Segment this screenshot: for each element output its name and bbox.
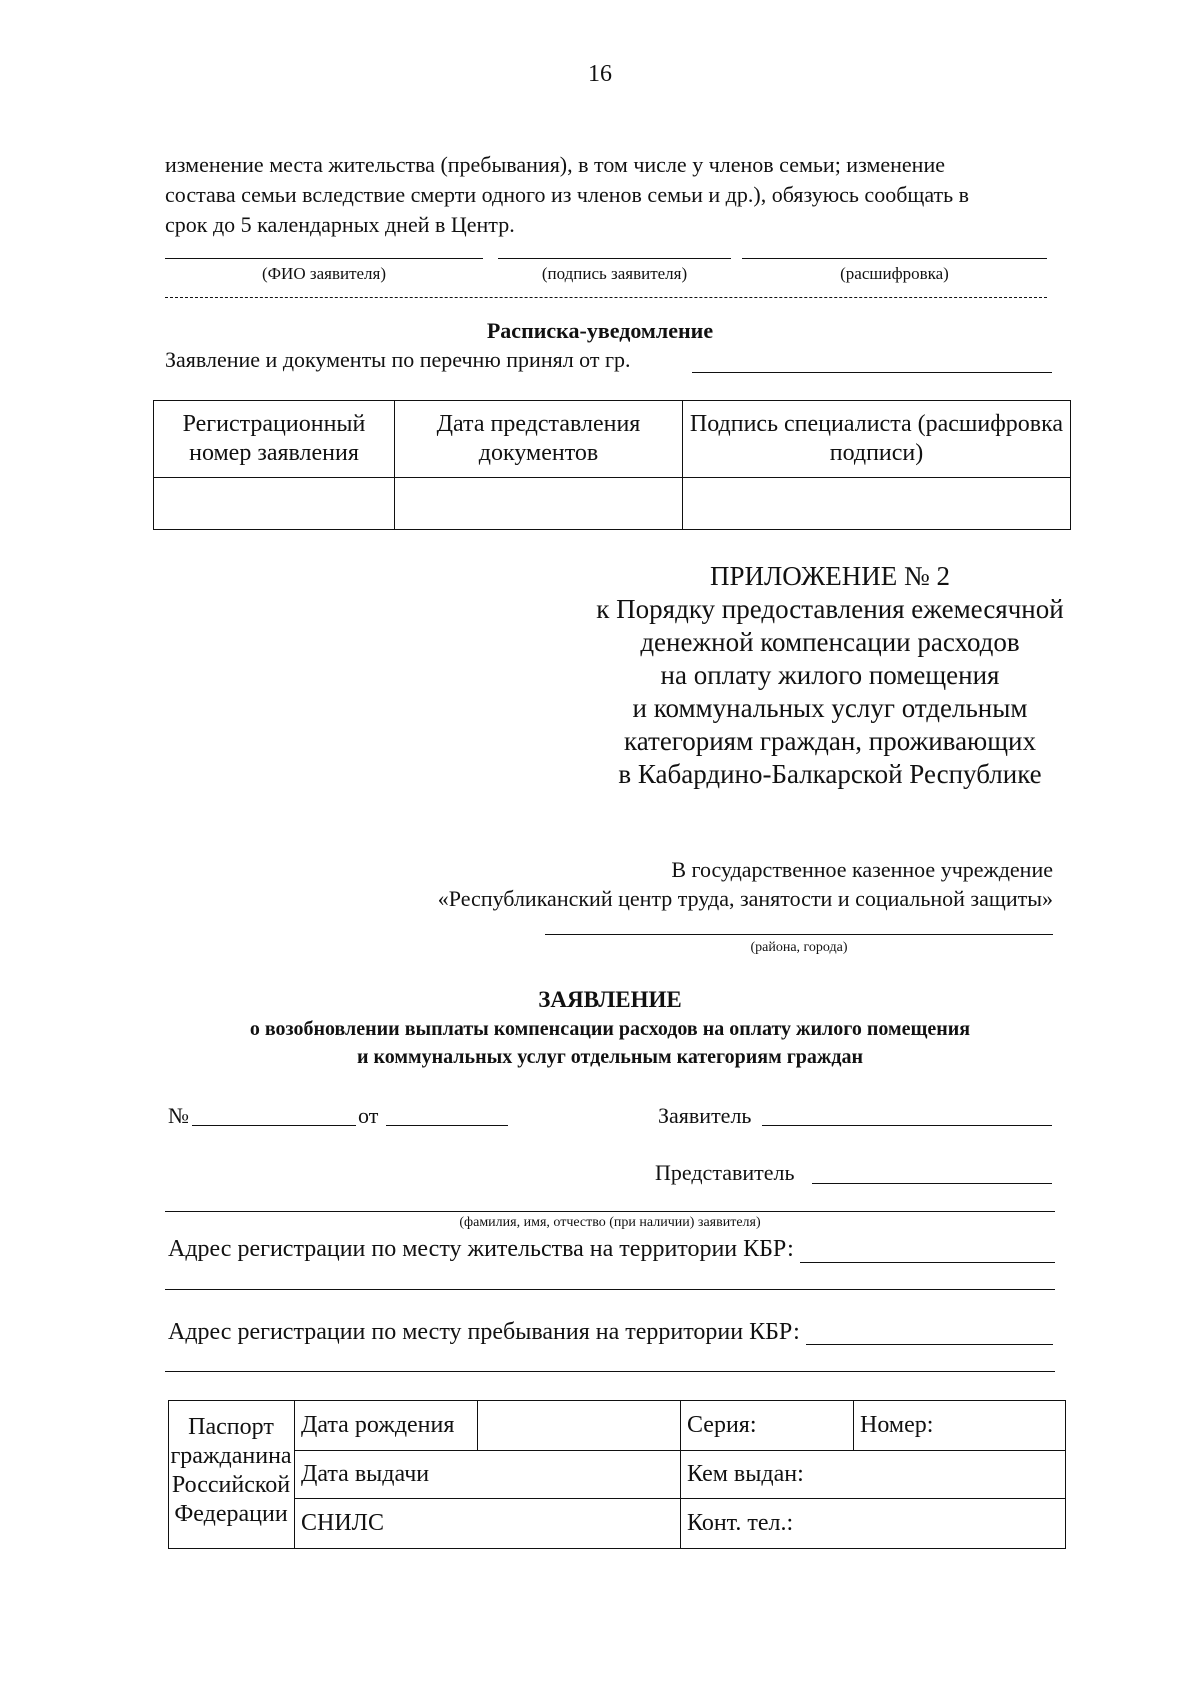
application-title: ЗАЯВЛЕНИЕ xyxy=(538,987,682,1012)
decoding-line[interactable] xyxy=(742,258,1047,259)
number-line[interactable] xyxy=(192,1125,356,1126)
applicant-label: Заявитель xyxy=(658,1103,752,1128)
issued-by-label[interactable]: Кем выдан: xyxy=(681,1451,1066,1499)
fio-full-line[interactable] xyxy=(165,1211,1055,1212)
number-label: № xyxy=(168,1103,189,1128)
intro-paragraph: изменение места жительства (пребывания), в том числе у членов семьи; изменение состава семьи вследствие смерти одного из членов семьи и др.), обязуюсь сообщать в срок до 5 календарных дней в Центр. xyxy=(165,152,970,237)
accepted-from-label: Заявление и документы по перечню принял от гр. xyxy=(165,347,631,372)
specialist-signature-header: Подпись специалиста (расшифровка подписи) xyxy=(683,401,1071,478)
birth-date-cell[interactable] xyxy=(478,1401,681,1451)
representative-label: Представитель xyxy=(655,1160,795,1185)
application-subtitle-1: о возобновлении выплаты компенсации расходов на оплату жилого помещения xyxy=(249,1018,971,1040)
page-number: 16 xyxy=(588,61,612,87)
specialist-signature-cell[interactable] xyxy=(683,478,1071,530)
submission-date-header: Дата представления документов xyxy=(395,401,683,478)
issue-date-label[interactable]: Дата выдачи xyxy=(295,1451,681,1499)
applicant-line[interactable] xyxy=(762,1125,1052,1126)
signature-line[interactable] xyxy=(498,258,731,259)
stay-address-label: Адрес регистрации по месту пребывания на территории КБР: xyxy=(168,1319,800,1345)
reg-number-cell[interactable] xyxy=(154,478,395,530)
receipt-table xyxy=(153,400,1071,530)
decoding-caption: (расшифровка) xyxy=(840,264,949,283)
birth-date-label: Дата рождения xyxy=(295,1401,478,1451)
fio-line[interactable] xyxy=(165,258,483,259)
accepted-from-line[interactable] xyxy=(692,372,1052,373)
signature-caption: (подпись заявителя) xyxy=(541,264,688,283)
cut-line xyxy=(165,297,1047,298)
series-label[interactable]: Серия: xyxy=(681,1401,854,1451)
submission-date-cell[interactable] xyxy=(395,478,683,530)
stay-address-line-2[interactable] xyxy=(165,1371,1055,1372)
addressee-line2: «Республиканский центр труда, занятости и социальной защиты» xyxy=(437,886,1053,911)
receipt-title: Расписка-уведомление xyxy=(486,318,714,343)
district-caption: (района, города) xyxy=(750,940,848,955)
snils-label[interactable]: СНИЛС xyxy=(295,1499,681,1549)
stay-address-line[interactable] xyxy=(806,1344,1053,1345)
appendix-block: ПРИЛОЖЕНИЕ № 2 к Порядку предоставления ежемесячной денежной компенсации расходов на оплату жилого помещения и коммунальных услуг отдельным категориям граждан, проживающих в Кабардино-Балкарской Республике xyxy=(560,560,1100,791)
residence-address-label: Адрес регистрации по месту жительства на территории КБР: xyxy=(168,1236,794,1262)
passport-label: Паспорт гражданина Российской Федерации xyxy=(169,1401,295,1549)
application-subtitle-2: и коммунальных услуг отдельным категориям граждан xyxy=(356,1046,864,1068)
appendix-title: ПРИЛОЖЕНИЕ № 2 xyxy=(709,561,951,591)
district-line[interactable] xyxy=(545,934,1053,935)
phone-label[interactable]: Конт. тел.: xyxy=(681,1499,1066,1549)
addressee-line1: В государственное казенное учреждение xyxy=(671,857,1053,882)
from-label: от xyxy=(358,1103,379,1128)
date-line[interactable] xyxy=(386,1125,508,1126)
number-cell[interactable]: Номер: xyxy=(854,1401,1066,1451)
residence-address-line[interactable] xyxy=(800,1262,1055,1263)
reg-number-header: Регистрационный номер заявления xyxy=(154,401,395,478)
fio-full-caption: (фамилия, имя, отчество (при наличии) заявителя) xyxy=(459,1215,761,1230)
passport-table xyxy=(168,1400,1066,1549)
representative-line[interactable] xyxy=(812,1183,1052,1184)
residence-address-line-2[interactable] xyxy=(165,1289,1055,1290)
fio-caption: (ФИО заявителя) xyxy=(261,264,387,283)
